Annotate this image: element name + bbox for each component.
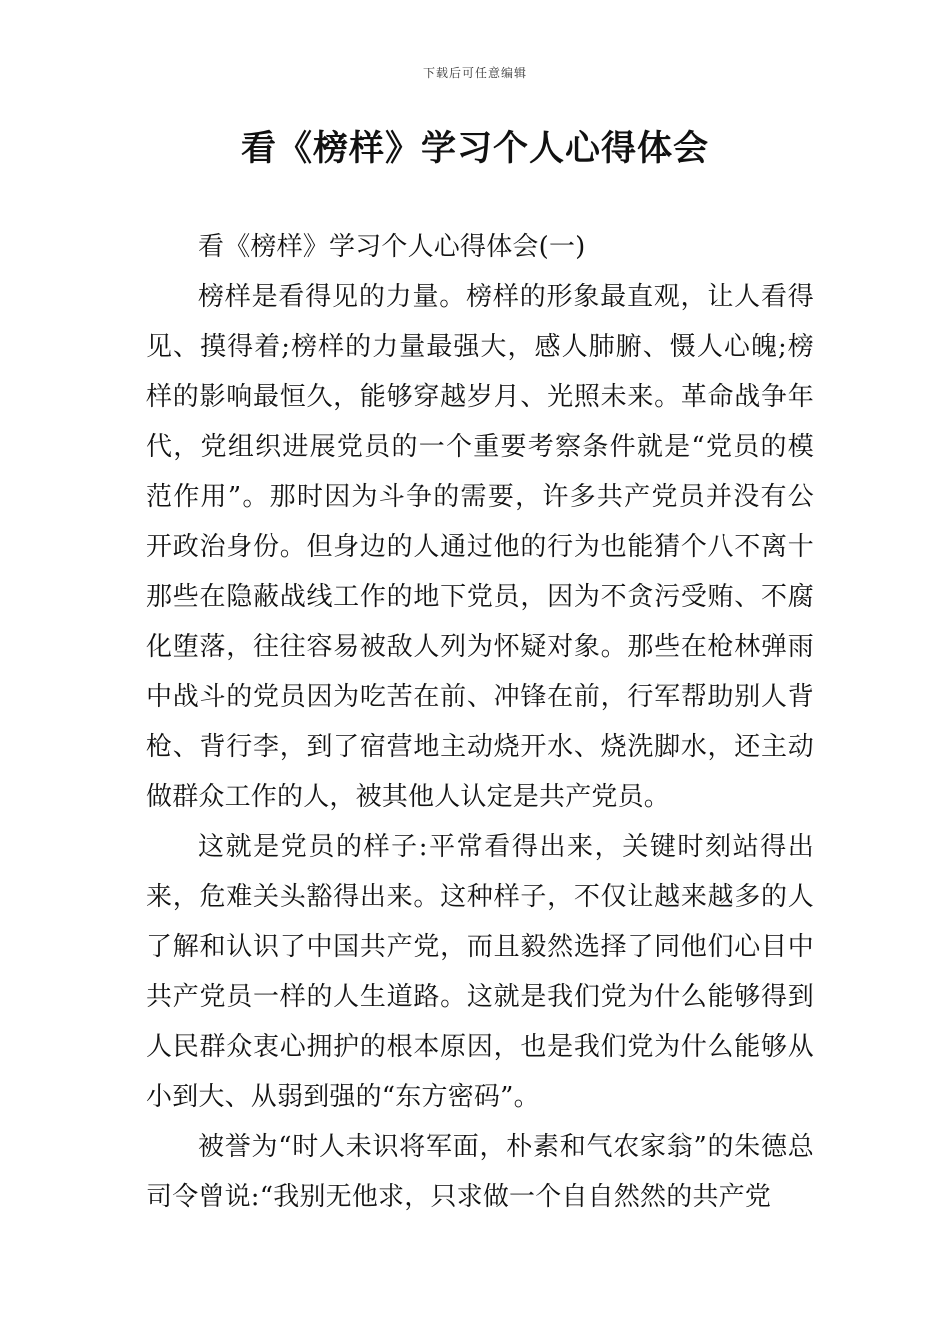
section-subtitle: 看《榜样》学习个人心得体会(一) [198,232,586,262]
header-note: 下载后可任意编辑 [422,66,527,80]
paragraph-3: 被誉为“时人未识将军面，朴素和气农家翁”的朱德总司令曾说:“我别无他求，只求做一个自自然然的共产党 [146,1132,814,1212]
page-title: 看《榜样》学习个人心得体会 [240,129,709,169]
paragraph-1: 榜样是看得见的力量。榜样的形象最直观，让人看得见、摸得着;榜样的力量最强大，感人肺腑、慑人心魄;榜样的影响最恒久，能够穿越岁月、光照未来。革命战争年代，党组织进展党员的一个重要考察条件就是“党员的模范作用”。那时因为斗争的需要，许多共产党员并没有公开政治身份。但身边的人通过他的行为也能猜个八不离十那些在隐蔽战线工作的地下党员，因为不贪污受贿、不腐化堕落，往往容易被敌人列为怀疑对象。那些在枪林弹雨中战斗的党员因为吃苦在前、冲锋在前，行军帮助别人背枪、背行李，到了宿营地主动烧开水、烧洗脚水，还主动做群众工作的人，被其他人认定是共产党员。 [146,282,814,812]
paragraph-2: 这就是党员的样子:平常看得出来，关键时刻站得出来，危难关头豁得出来。这种样子，不仅让越来越多的人了解和认识了中国共产党，而且毅然选择了同他们心目中共产党员一样的人生道路。这就是我们党为什么能够得到人民群众衷心拥护的根本原因，也是我们党为什么能够从小到大、从弱到强的“东方密码”。 [146,832,814,1112]
document-body [146,222,814,1222]
